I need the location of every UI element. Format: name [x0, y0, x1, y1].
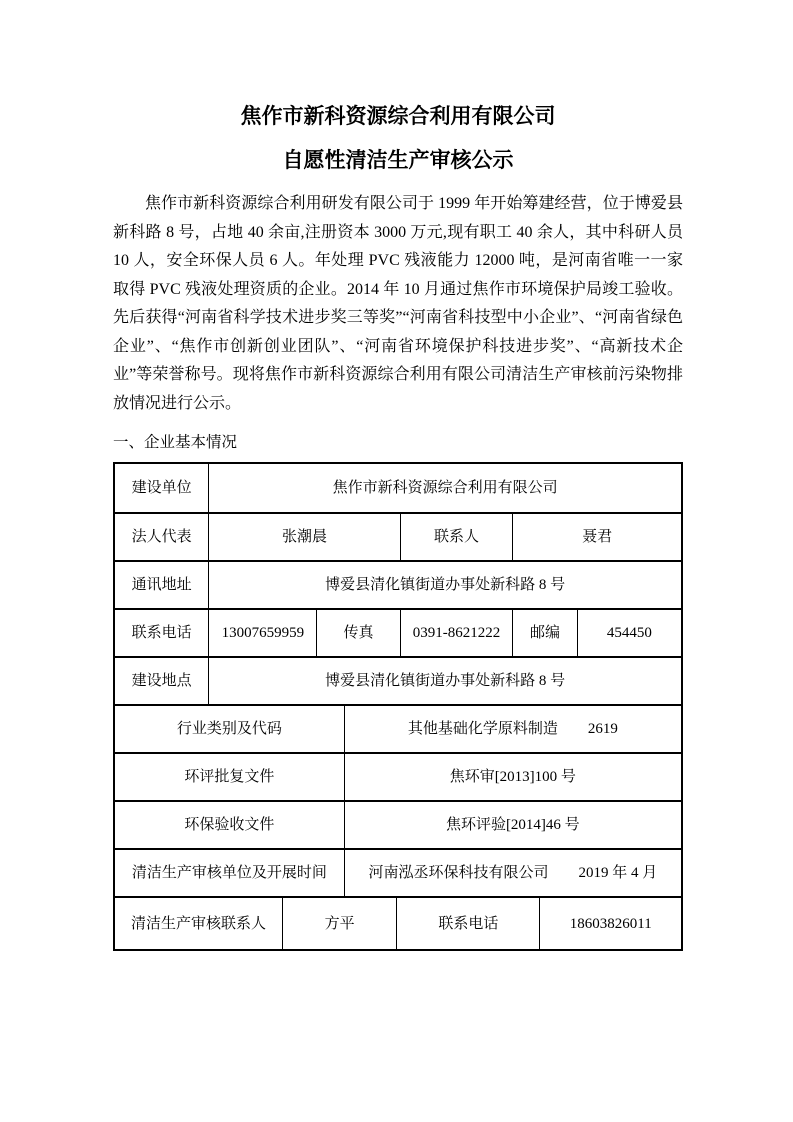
cell-label-postcode: 邮编	[512, 610, 577, 656]
table-row-audit-contact	[115, 896, 681, 949]
cell-label-audit-contact: 清洁生产审核联系人	[130, 915, 266, 932]
cell-label-mailing-address: 通讯地址	[131, 577, 192, 593]
cell-value-audit-contact-phone: 18603826011	[539, 898, 681, 949]
cell-label-industry-code: 行业类别及代码	[176, 721, 282, 737]
cell-label-audit-unit-time: 清洁生产审核单位及开展时间	[131, 865, 327, 881]
company-info-table	[113, 462, 683, 951]
cell-value-eia-approval: 焦环审[2013]100 号	[344, 754, 681, 800]
cell-label-eia-approval: 环评批复文件	[184, 769, 275, 785]
cell-label-legal-representative: 法人代表	[131, 529, 192, 545]
cell-label-construction-site: 建设地点	[131, 673, 192, 689]
cell-value-mailing-address: 博爱县清化镇街道办事处新科路 8 号	[208, 562, 681, 608]
cell-label-phone: 联系电话	[131, 625, 192, 641]
cell-value-legal-representative: 张潮晨	[208, 514, 399, 560]
intro-paragraph: 焦作市新科资源综合利用研发有限公司于 1999 年开始筹建经营，位于博爱县新科路 8 号，占地 40 余亩,注册资本 3000 万元,现有职工 40 余人，其中科研人员 10 人，安全环保人员 6 人。年处理 PVC 残液能力 12000 吨，是河南省唯一一家取得 PVC 残液处理资质的企业。2014 年 10 月通过焦作市环境保护局竣工验收。先后获得“河南省科学技术进步奖三等奖”“河南省科技型中小企业”、“河南省绿色企业”、“焦作市创新创业团队”、“河南省环境保护科技进步奖”、“高新技术企业”等荣誉称号。现将焦作市新科资源综合利用有限公司清洁生产审核前污染物排放情况进行公示。	[113, 195, 683, 412]
table-row-construction-site	[115, 656, 681, 704]
cell-value-construction-site: 博爱县清化镇街道办事处新科路 8 号	[208, 658, 681, 704]
cell-label-audit-contact-phone: 联系电话	[396, 898, 539, 949]
table-row-legal-representative	[115, 512, 681, 560]
cell-value-audit-unit-time: 河南泓丞环保科技有限公司 2019 年 4 月	[344, 850, 681, 896]
table-row-env-acceptance	[115, 800, 681, 848]
table-row-industry-code	[115, 704, 681, 752]
document-title: 焦作市新科资源综合利用有限公司	[240, 104, 556, 128]
table-row-mailing-address	[115, 560, 681, 608]
section-heading: 一、企业基本情况	[113, 434, 238, 451]
cell-label-env-acceptance: 环保验收文件	[184, 817, 275, 833]
document-subtitle: 自愿性清洁生产审核公示	[282, 148, 514, 172]
cell-value-phone: 13007659959	[208, 610, 316, 656]
cell-value-contact-person: 聂君	[512, 514, 681, 560]
cell-label-construction-unit: 建设单位	[131, 480, 192, 496]
table-row-construction-unit	[115, 464, 681, 512]
cell-value-env-acceptance: 焦环评验[2014]46 号	[344, 802, 681, 848]
cell-label-contact-person: 联系人	[400, 514, 513, 560]
cell-label-fax: 传真	[316, 610, 399, 656]
cell-value-audit-contact: 方平	[282, 898, 396, 949]
cell-value-fax: 0391-8621222	[400, 610, 513, 656]
table-row-audit-unit-time	[115, 848, 681, 896]
cell-value-construction-unit: 焦作市新科资源综合利用有限公司	[208, 464, 681, 512]
cell-value-industry-code: 其他基础化学原料制造 2619	[344, 706, 681, 752]
cell-value-postcode: 454450	[577, 610, 681, 656]
table-row-eia-approval	[115, 752, 681, 800]
table-row-phone-fax-postcode	[115, 608, 681, 656]
